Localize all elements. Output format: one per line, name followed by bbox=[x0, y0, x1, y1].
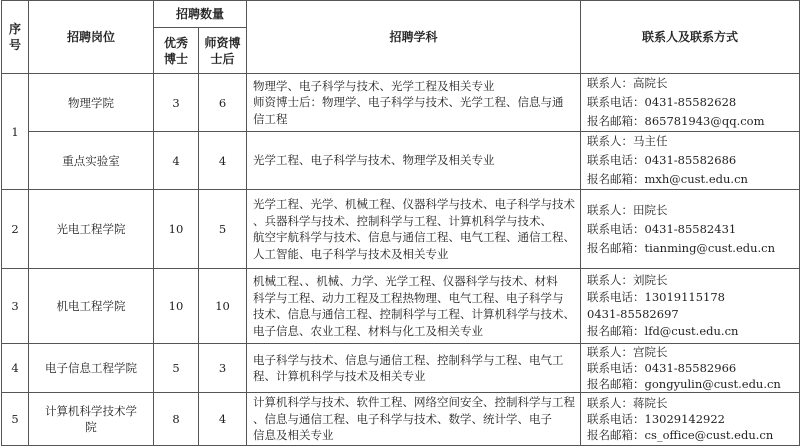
subject-line: 、信息与通信工程、电子科学与技术、数学、统计学、电子 bbox=[253, 411, 553, 426]
subject-line: 电子科学与技术、信息与通信工程、控制科学与工程、电气工 bbox=[253, 352, 564, 367]
row-teacher: 3 bbox=[199, 344, 247, 393]
subject-line: 航空宇航科学与技术、信息与通信工程、电气工程、通信工程、 bbox=[253, 230, 576, 244]
subject-line: 机械工程、、机械、力学、光学工程、仪器科学与技术、材料 bbox=[253, 274, 558, 288]
subject-line: 光学工程、电子科学与技术、物理学及相关专业 bbox=[253, 153, 495, 168]
row-contact bbox=[581, 393, 800, 446]
contact-email: 报名邮箱：865781943@qq.com bbox=[587, 114, 765, 128]
subject-line: 光学工程、光学、机械工程、仪器科学与技术、电子科学与技术 bbox=[253, 197, 576, 211]
row-seq: 1 bbox=[2, 74, 29, 190]
contact-email: 报名邮箱：gongyulin@cust.edu.cn bbox=[587, 377, 781, 391]
contact-phone: 联系电话：13019115178 bbox=[587, 290, 725, 304]
table-row bbox=[2, 344, 800, 393]
row-contact bbox=[581, 132, 800, 190]
row-teacher: 10 bbox=[199, 269, 247, 344]
row-subjects bbox=[247, 74, 581, 132]
contact-email: 报名邮箱：mxh@cust.edu.cn bbox=[587, 172, 748, 186]
row-excellent: 10 bbox=[154, 190, 199, 269]
header-excellent-label: 优秀博士 bbox=[163, 35, 188, 66]
row-position bbox=[29, 344, 154, 393]
row-seq: 4 bbox=[2, 344, 29, 393]
contact-phone: 联系电话：0431-85582628 bbox=[587, 95, 737, 109]
contact-phone: 联系电话：0431-85582686 bbox=[587, 153, 737, 167]
subject-line: 师资博士后：物理学、电子科学与技术、光学工程、信息与通 bbox=[253, 95, 564, 110]
subject-line: 技术、信息与通信工程、控制科学与工程、计算机科学与技术、 bbox=[253, 307, 576, 321]
header-seq-label: 序号 bbox=[8, 22, 21, 52]
row-contact bbox=[581, 344, 800, 393]
contact-phone: 联系电话：13029142922 bbox=[587, 412, 725, 426]
row-teacher: 6 bbox=[199, 74, 247, 132]
row-teacher: 5 bbox=[199, 190, 247, 269]
row-position: 机电工程学院 bbox=[29, 269, 154, 344]
subject-line: 、兵器科学与技术、控制科学与工程、计算机科学与技术、 bbox=[253, 213, 553, 228]
row-contact bbox=[581, 269, 800, 344]
subject-line: 物理学、电子科学与技术、光学工程及相关专业 bbox=[253, 78, 495, 93]
row-position-label: 电子信息工程学院 bbox=[45, 361, 137, 375]
header-teacher-label: 师资博士后 bbox=[204, 35, 241, 66]
table-row bbox=[2, 393, 800, 446]
header-position: 招聘岗位 bbox=[29, 1, 154, 74]
subject-line: 科学与工程、动力工程及工程热物理、电气工程、电子科学与 bbox=[253, 290, 564, 305]
subject-line: 信工程 bbox=[253, 111, 288, 126]
contact-phone: 联系电话：0431-85582966 bbox=[587, 361, 737, 375]
row-position: 重点实验室 bbox=[29, 132, 154, 190]
contact-phone-2: 0431-85582697 bbox=[587, 307, 679, 321]
contact-person: 联系人：刘院长 bbox=[587, 273, 668, 287]
row-position-label: 计算机科学技术学院 bbox=[45, 404, 137, 434]
row-subjects bbox=[247, 269, 581, 344]
row-seq: 5 bbox=[2, 393, 29, 446]
subject-line: 程、计算机科学与技术及相关专业 bbox=[253, 369, 426, 383]
contact-person: 联系人：田院长 bbox=[587, 202, 668, 217]
row-position: 光电工程学院 bbox=[29, 190, 154, 269]
contact-email: 报名邮箱：tianming@cust.edu.cn bbox=[587, 240, 776, 255]
contact-person: 联系人：宫院长 bbox=[587, 345, 668, 359]
contact-person: 联系人：蒋院长 bbox=[587, 396, 668, 410]
row-contact bbox=[581, 190, 800, 269]
row-excellent: 3 bbox=[154, 74, 199, 132]
row-subjects bbox=[247, 190, 581, 269]
row-excellent: 8 bbox=[154, 393, 199, 446]
header-seq bbox=[2, 1, 29, 74]
table-row bbox=[2, 269, 800, 344]
contact-email: 报名邮箱：cs_office@cust.edu.cn bbox=[587, 428, 774, 442]
header-contact: 联系人及联系方式 bbox=[581, 1, 800, 74]
header-excellent bbox=[154, 28, 199, 74]
row-seq: 3 bbox=[2, 269, 29, 344]
subject-line: 人工智能、电子科学与技术及相关专业 bbox=[253, 246, 449, 261]
subject-line: 计算机科学与技术、软件工程、网络空间安全、控制科学与工程 bbox=[253, 395, 576, 410]
row-subjects bbox=[247, 393, 581, 446]
row-teacher: 4 bbox=[199, 132, 247, 190]
row-position bbox=[29, 393, 154, 446]
row-position: 物理学院 bbox=[29, 74, 154, 132]
contact-phone: 联系电话：0431-85582431 bbox=[587, 221, 737, 236]
header-subjects: 招聘学科 bbox=[247, 1, 581, 74]
row-seq: 2 bbox=[2, 190, 29, 269]
contact-person: 联系人：马主任 bbox=[587, 134, 668, 148]
contact-email: 报名邮箱：lfd@cust.edu.cn bbox=[587, 324, 739, 338]
table-row bbox=[2, 190, 800, 269]
header-count: 招聘数量 bbox=[154, 1, 247, 28]
row-subjects bbox=[247, 132, 581, 190]
header-row-top bbox=[2, 1, 800, 28]
recruitment-table bbox=[1, 0, 800, 446]
row-excellent: 10 bbox=[154, 269, 199, 344]
row-contact bbox=[581, 74, 800, 132]
subject-line: 电子信息、农业工程、材料与化工及相关专业 bbox=[253, 323, 484, 338]
row-subjects bbox=[247, 344, 581, 393]
subject-line: 信息及相关专业 bbox=[253, 428, 334, 443]
row-excellent: 4 bbox=[154, 132, 199, 190]
row-excellent: 5 bbox=[154, 344, 199, 393]
table-row bbox=[2, 132, 800, 190]
table-row bbox=[2, 74, 800, 132]
row-teacher: 4 bbox=[199, 393, 247, 446]
header-teacher bbox=[199, 28, 247, 74]
contact-person: 联系人：高院长 bbox=[587, 76, 668, 90]
